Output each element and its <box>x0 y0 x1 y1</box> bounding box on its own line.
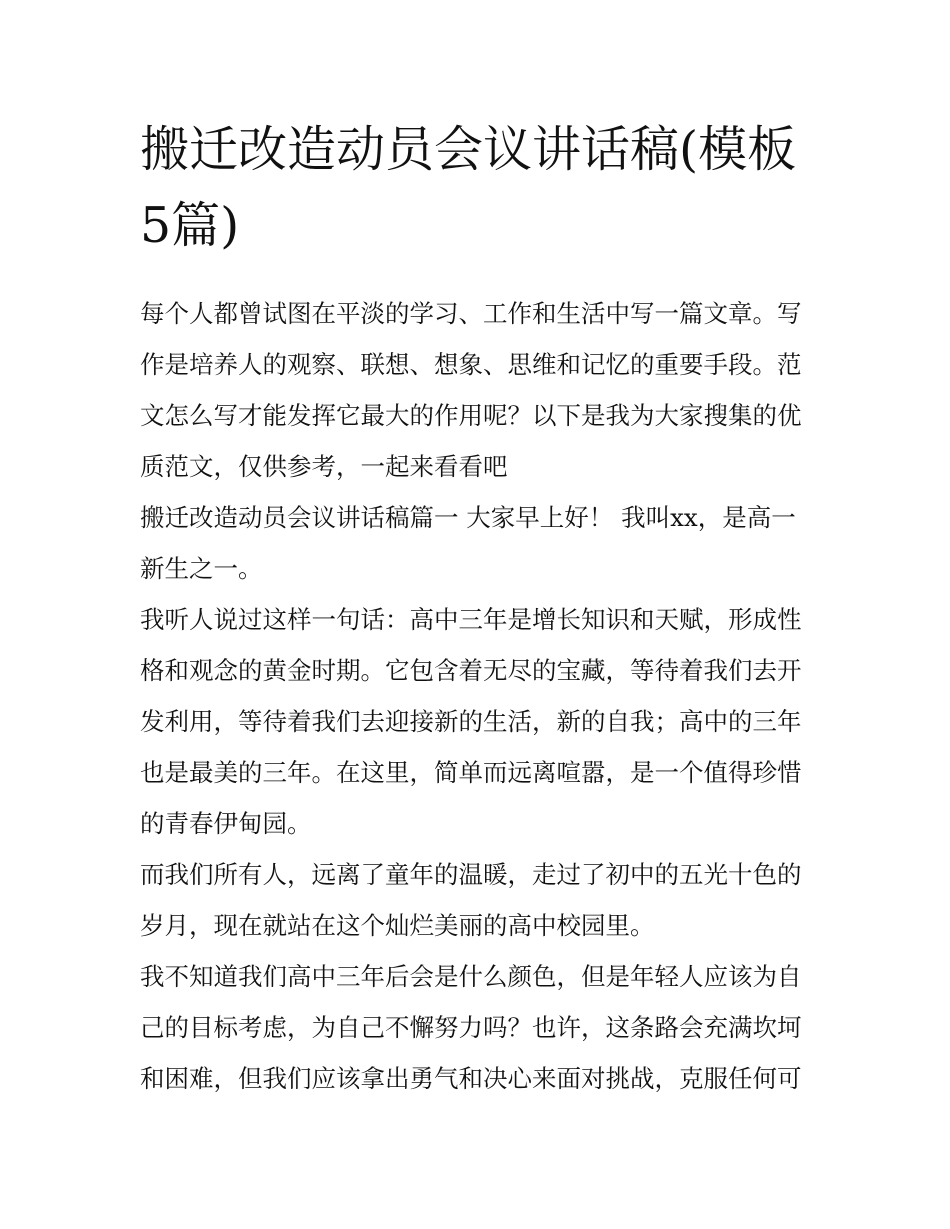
intro-paragraph: 每个人都曾试图在平淡的学习、工作和生活中写一篇文章。写作是培养人的观察、联想、想象、思维和记忆的重要手段。范文怎么写才能发挥它最大的作用呢？以下是我为大家搜集的优质范文，仅供参考，一起来看看吧 <box>140 299 802 481</box>
document-title: 搬迁改造动员会议讲话稿(模板 5篇) <box>140 121 797 254</box>
speech-opening-paragraph: 搬迁改造动员会议讲话稿篇一 大家早上好！ 我叫xx，是高一新生之一。 <box>140 503 796 583</box>
document-content <box>140 112 812 1104</box>
document-body <box>140 288 812 1104</box>
future-goals-paragraph: 我不知道我们高中三年后会是什么颜色，但是年轻人应该为自己的目标考虑，为自己不懈努力吗？也许，这条路会充满坎坷和困难，但我们应该拿出勇气和决心来面对挑战，克服任何可 <box>140 962 802 1093</box>
high-school-years-paragraph: 我听人说过这样一句话：高中三年是增长知识和天赋，形成性格和观念的黄金时期。它包含着无尽的宝藏，等待着我们去开发利用，等待着我们去迎接新的生活，新的自我；高中的三年也是最美的三年。在这里，简单而远离喧嚣，是一个值得珍惜的青春伊甸园。 <box>140 605 802 838</box>
campus-arrival-paragraph: 而我们所有人，远离了童年的温暖，走过了初中的五光十色的岁月，现在就站在这个灿烂美丽的高中校园里。 <box>140 860 802 940</box>
